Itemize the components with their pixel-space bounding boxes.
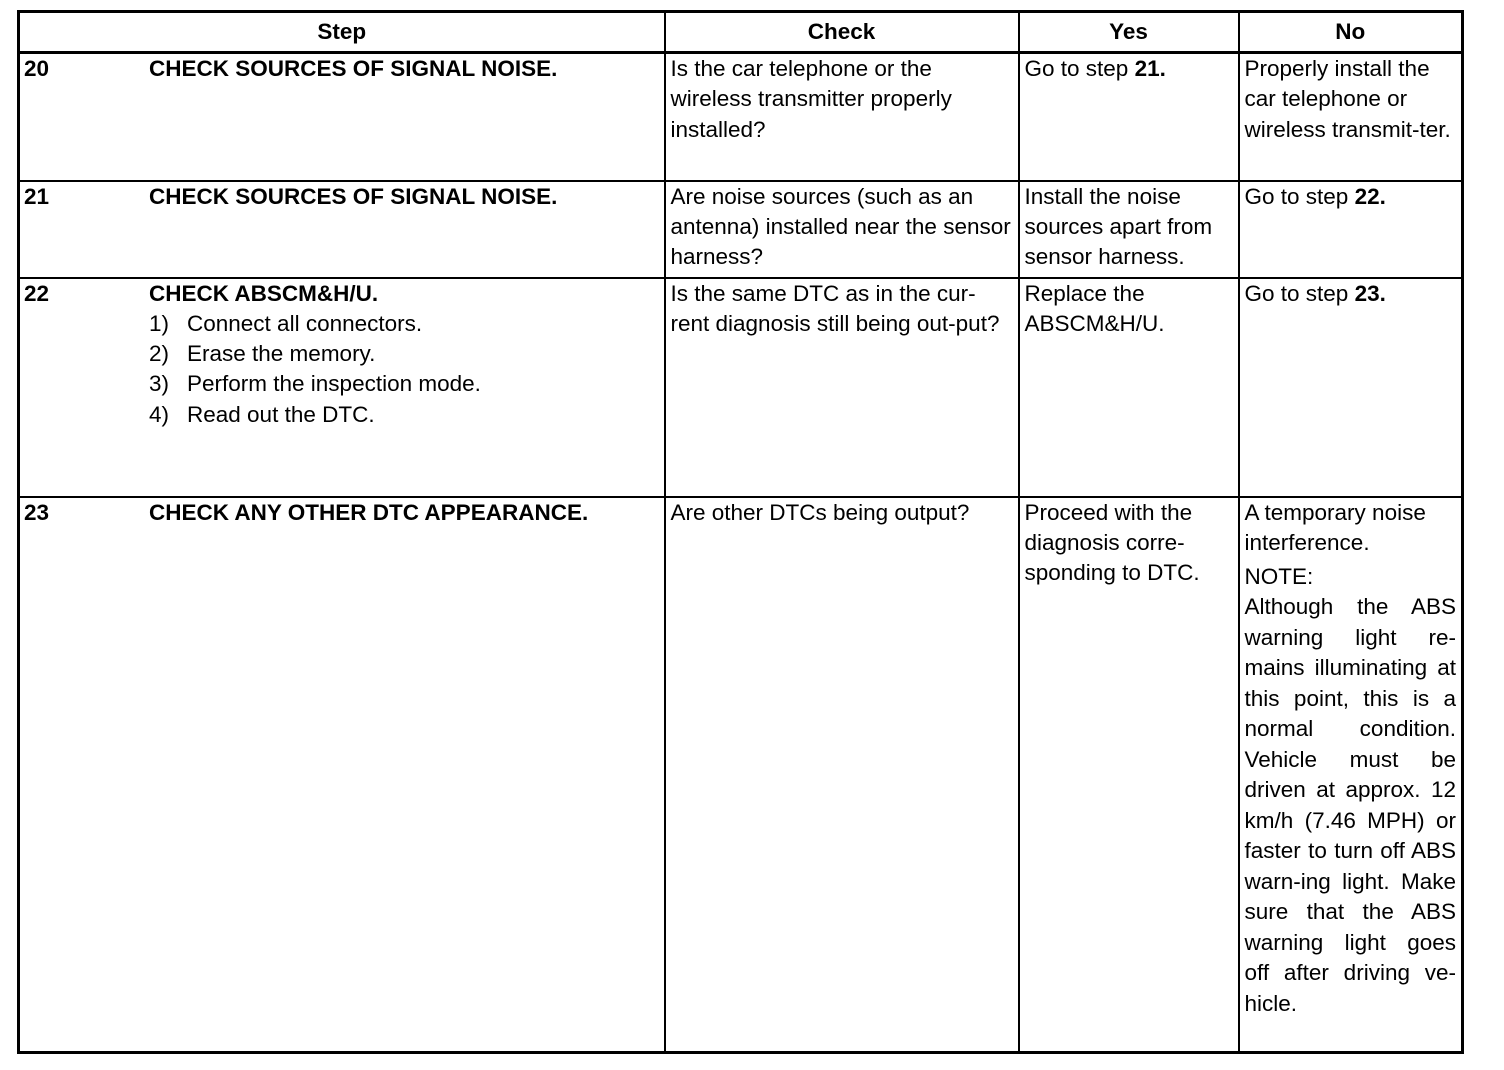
no-step-ref: 23. — [1354, 280, 1386, 306]
step-cell — [19, 278, 665, 497]
substep-list — [149, 309, 659, 430]
step-title: CHECK SOURCES OF SIGNAL NOISE. — [149, 56, 558, 81]
step-cell — [19, 497, 665, 1053]
no-cell — [1239, 278, 1463, 497]
header-row — [19, 12, 1463, 53]
step-number: 20 — [24, 56, 50, 81]
check-cell: Are other DTCs being output? — [665, 497, 1019, 1053]
no-cell — [1239, 181, 1463, 278]
check-cell: Are noise sources (such as an antenna) installed near the sensor harness? — [665, 181, 1019, 278]
diagnosis-table — [17, 10, 1464, 1054]
step-title: CHECK ABSCM&H/U. — [149, 280, 379, 306]
column-header-no: No — [1239, 12, 1463, 53]
step-cell — [19, 53, 665, 181]
check-cell: Is the car telephone or the wireless transmitter properly installed? — [665, 53, 1019, 181]
list-item: 2) Erase the memory. — [149, 341, 376, 367]
table-row — [19, 278, 1463, 497]
column-header-check: Check — [665, 12, 1019, 53]
table-row — [19, 497, 1463, 1053]
yes-cell: Install the noise sources apart from sensor harness. — [1019, 181, 1239, 278]
column-header-step: Step — [19, 12, 665, 53]
no-step-ref: 22. — [1354, 183, 1386, 209]
column-header-yes: Yes — [1019, 12, 1239, 53]
no-cell: Properly install the car telephone or wireless transmit-ter. — [1239, 53, 1463, 181]
check-cell: Is the same DTC as in the cur-rent diagnosis still being out-put? — [665, 278, 1019, 497]
step-number: 23 — [24, 499, 50, 525]
step-number: 22 — [24, 280, 50, 306]
yes-step-ref: 21. — [1134, 56, 1166, 81]
list-item: 1) Connect all connectors. — [149, 310, 423, 336]
note-text: Although the ABS warning light re-mains illuminating at this point, this is a normal condition. Vehicle must be driven at approx. 12 km/h (7.46 MPH) or faster to turn off ABS warn-ing light. Make sure that the ABS warning light goes off after driving ve-hicle. — [1244, 594, 1456, 1016]
step-title: CHECK SOURCES OF SIGNAL NOISE. — [149, 183, 558, 209]
no-text: A temporary noise interference. — [1244, 499, 1426, 555]
step-cell — [19, 181, 665, 278]
yes-cell: Replace the ABSCM&H/U. — [1019, 278, 1239, 497]
table-row — [19, 181, 1463, 278]
yes-text: Go to step — [1024, 56, 1135, 81]
step-title: CHECK ANY OTHER DTC APPEARANCE. — [149, 499, 589, 525]
note-label: NOTE: — [1244, 564, 1314, 590]
yes-cell — [1019, 53, 1239, 181]
no-text: Go to step — [1244, 280, 1355, 306]
yes-cell: Proceed with the diagnosis corre-sponding to DTC. — [1019, 497, 1239, 1053]
no-cell — [1239, 497, 1463, 1053]
table-row — [19, 53, 1463, 181]
step-number: 21 — [24, 183, 50, 209]
list-item: 4) Read out the DTC. — [149, 401, 375, 427]
list-item: 3) Perform the inspection mode. — [149, 371, 481, 397]
no-text: Go to step — [1244, 183, 1355, 209]
